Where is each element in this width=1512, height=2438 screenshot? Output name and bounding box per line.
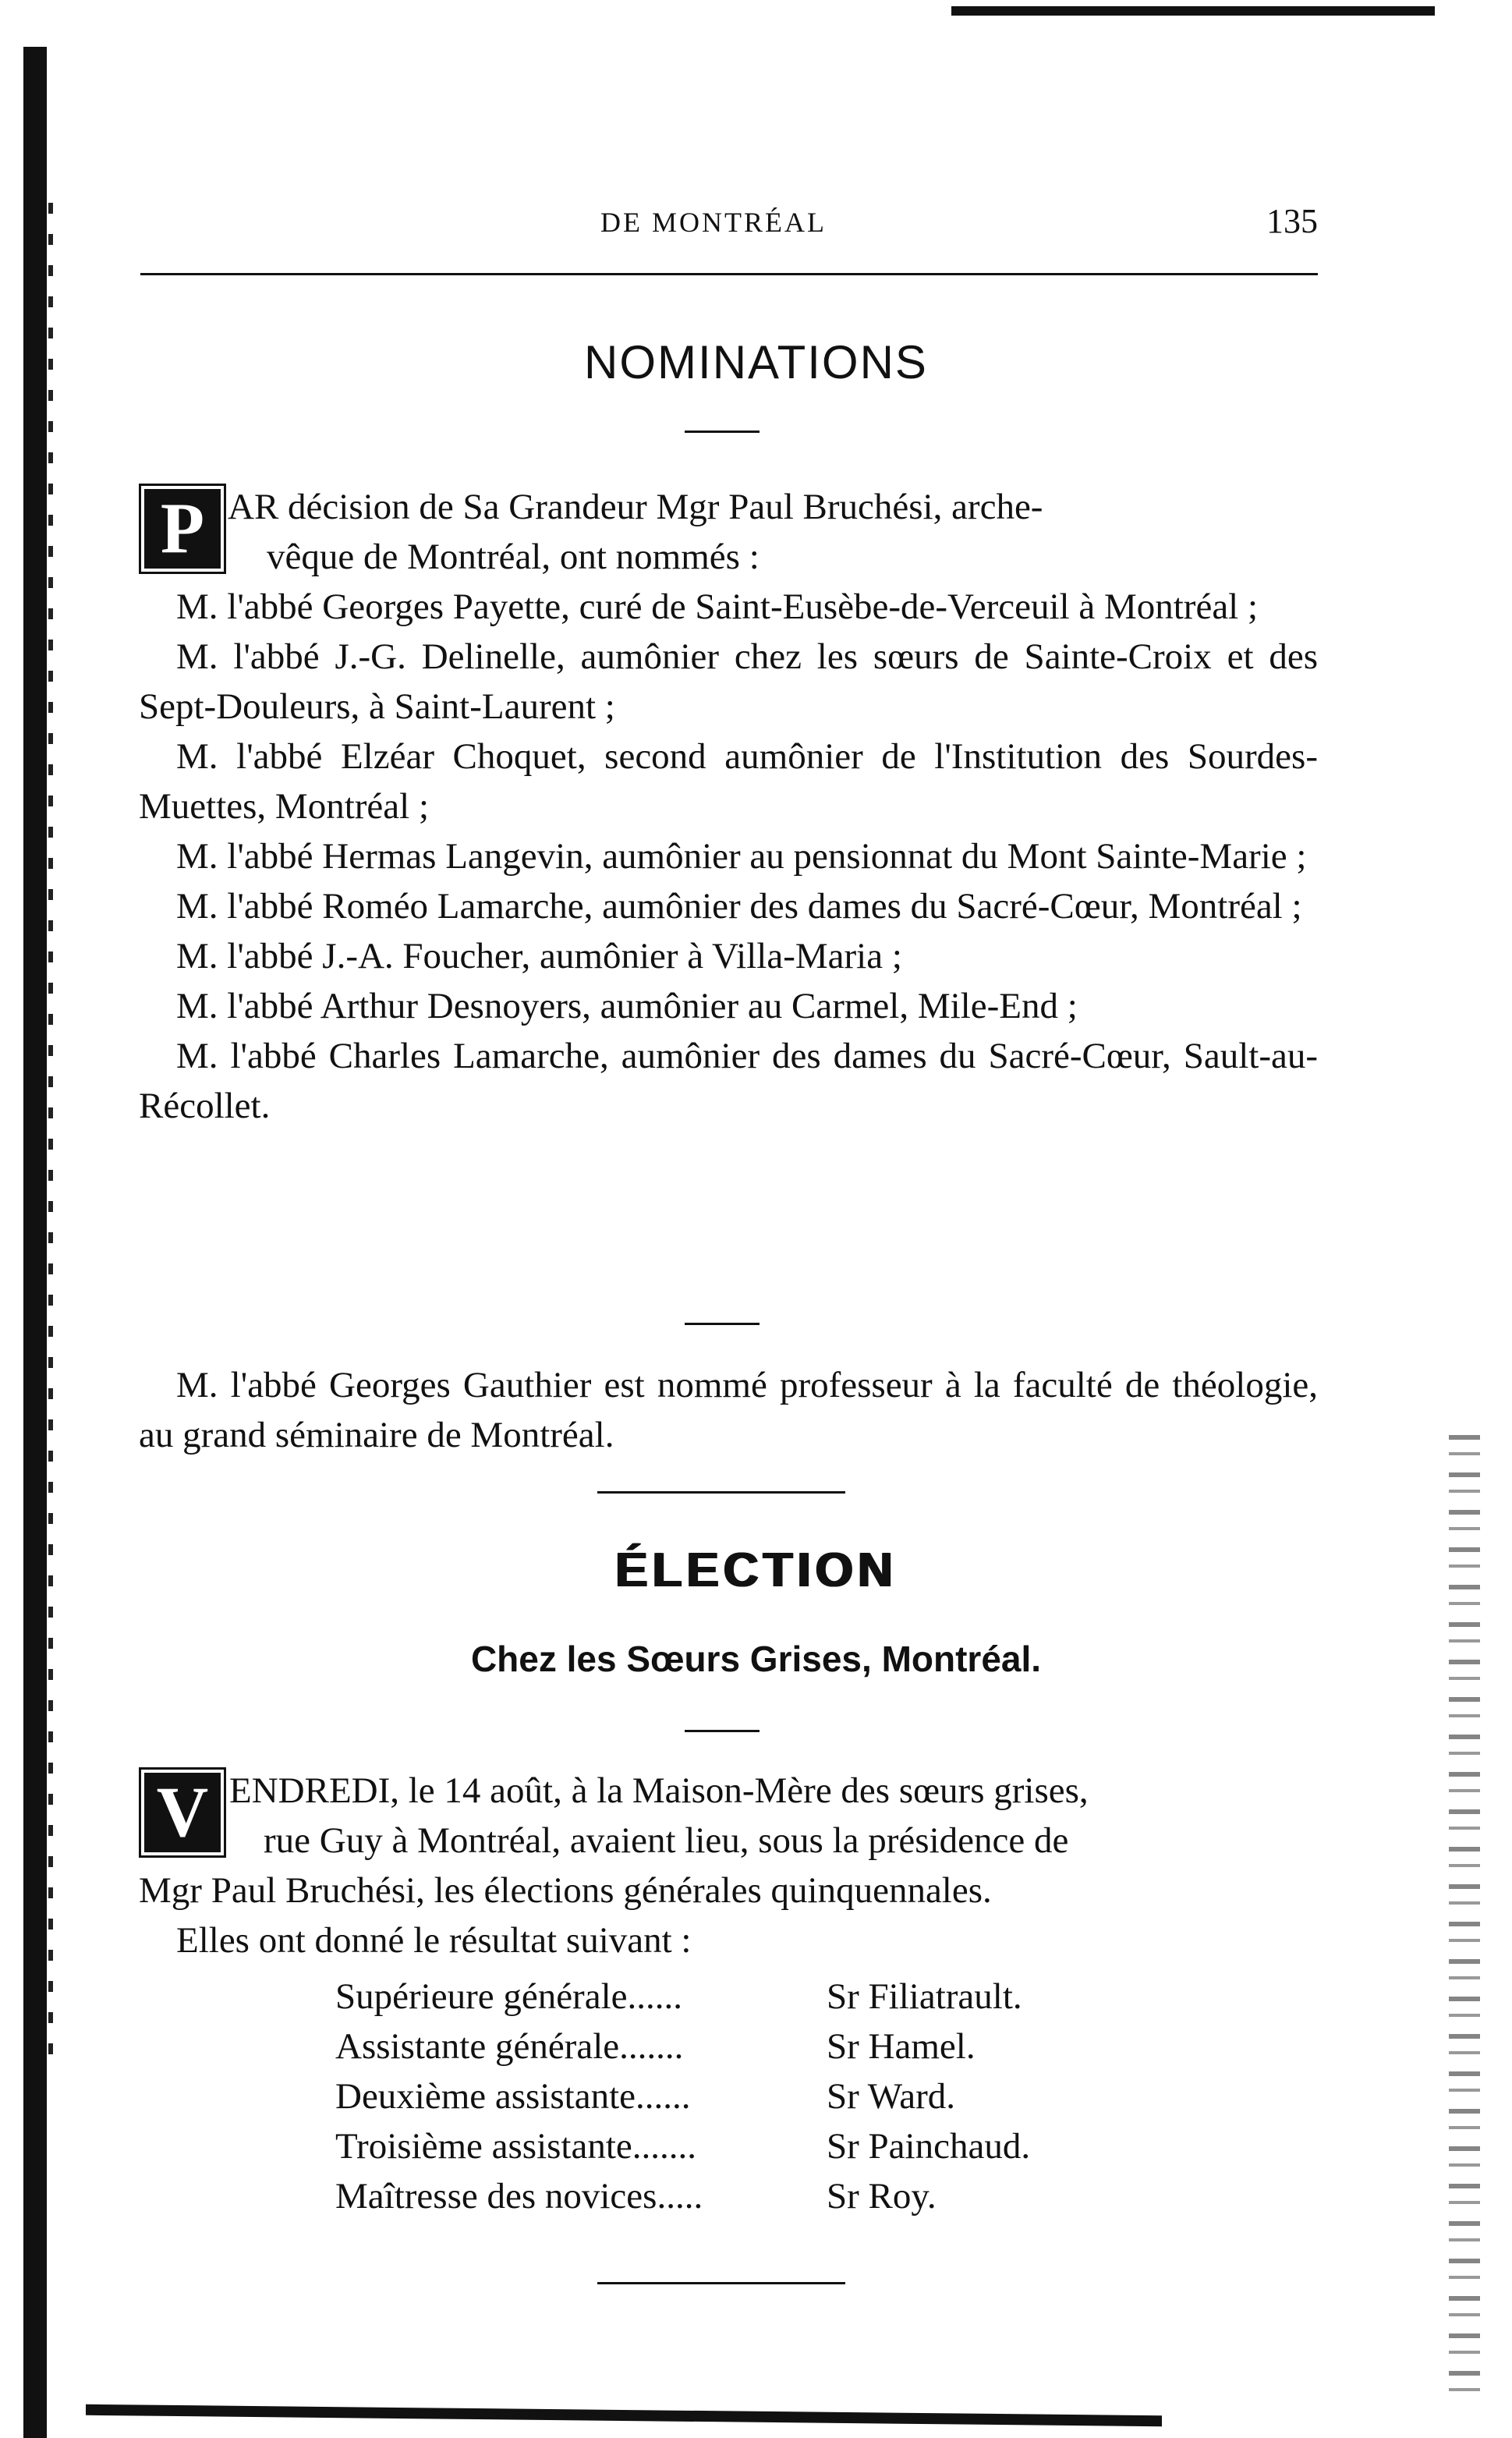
nomination-item: M. l'abbé Georges Payette, curé de Saint-Eusèbe-de-Verceuil à Montréal ; xyxy=(176,586,1259,627)
scan-edge-bottom xyxy=(86,2404,1162,2426)
running-title: DE MONTRÉAL xyxy=(600,207,827,238)
result-row xyxy=(335,2071,956,2121)
nominations-heading: NOMINATIONS xyxy=(584,336,928,388)
nomination-item: M. l'abbé Elzéar Choquet, second aumônier de l'Institution des Sourdes-Muettes, Montréal ; xyxy=(139,736,1318,827)
page-number: 135 xyxy=(1266,202,1318,240)
result-role: Deuxième assistante...... xyxy=(335,2076,691,2117)
section-divider xyxy=(685,431,760,433)
result-name: Sr Hamel. xyxy=(827,2026,976,2067)
running-head xyxy=(140,201,1318,248)
dropcap-p: P xyxy=(139,484,226,574)
nominations-intro-line1: AR décision de Sa Grandeur Mgr Paul Bruchési, arche- xyxy=(228,487,1043,527)
professor-note-text: M. l'abbé Georges Gauthier est nommé professeur à la faculté de théologie, au grand séminaire de Montréal. xyxy=(139,1365,1318,1455)
dropcap-v: V xyxy=(139,1767,226,1858)
election-intro-line2: rue Guy à Montréal, avaient lieu, sous la présidence de xyxy=(264,1820,1069,1861)
election-result-line: Elles ont donné le résultat suivant : xyxy=(176,1920,692,1961)
result-name: Sr Roy. xyxy=(827,2176,937,2217)
election-subheading: Chez les Sœurs Grises, Montréal. xyxy=(470,1639,1042,1679)
scan-edge-left xyxy=(23,47,47,2438)
scan-edge-left-shadow xyxy=(48,203,53,2075)
nomination-item: M. l'abbé Roméo Lamarche, aumônier des dames du Sacré-Cœur, Montréal ; xyxy=(176,886,1302,927)
election-intro xyxy=(139,1866,1318,1965)
nomination-item: M. l'abbé J.-A. Foucher, aumônier à Villa-Maria ; xyxy=(176,936,902,976)
result-name: Sr Painchaud. xyxy=(827,2126,1031,2167)
result-role: Troisième assistante....... xyxy=(335,2126,697,2167)
result-name: Sr Filiatrault. xyxy=(827,1976,1022,2017)
result-role: Maîtresse des novices..... xyxy=(335,2176,703,2217)
election-intro-line1: ENDREDI, le 14 août, à la Maison-Mère des sœurs grises, xyxy=(229,1770,1089,1811)
result-role: Supérieure générale...... xyxy=(335,1976,682,2017)
election-heading: ÉLECTION xyxy=(614,1543,898,1597)
result-row xyxy=(335,2022,976,2071)
nomination-item: M. l'abbé Charles Lamarche, aumônier des dames du Sacré-Cœur, Sault-au-Récollet. xyxy=(139,1036,1318,1126)
nomination-item: M. l'abbé Hermas Langevin, aumônier au pensionnat du Mont Sainte-Marie ; xyxy=(176,836,1307,877)
nominations-intro-line2: vêque de Montréal, ont nommés : xyxy=(267,537,760,577)
nomination-item: M. l'abbé Arthur Desnoyers, aumônier au Carmel, Mile-End ; xyxy=(176,986,1078,1026)
result-row xyxy=(335,1972,1022,2022)
professor-note xyxy=(139,1360,1318,1460)
election-intro-rest: Mgr Paul Bruchési, les élections générales quinquennales. xyxy=(139,1870,992,1911)
result-row xyxy=(335,2121,1031,2171)
result-name: Sr Ward. xyxy=(827,2076,956,2117)
section-divider xyxy=(597,1491,845,1494)
section-divider xyxy=(685,1730,760,1732)
nominations-list xyxy=(139,582,1318,1131)
section-divider xyxy=(685,1323,760,1325)
section-divider xyxy=(597,2282,845,2284)
header-rule xyxy=(140,273,1318,275)
result-role: Assistante générale....... xyxy=(335,2026,684,2067)
result-row xyxy=(335,2171,937,2221)
election-results xyxy=(335,1972,1031,2221)
scan-edge-top xyxy=(951,6,1435,16)
nomination-item: M. l'abbé J.-G. Delinelle, aumônier chez les sœurs de Sainte-Croix et des Sept-Douleurs, à Saint-Laurent ; xyxy=(139,636,1318,727)
